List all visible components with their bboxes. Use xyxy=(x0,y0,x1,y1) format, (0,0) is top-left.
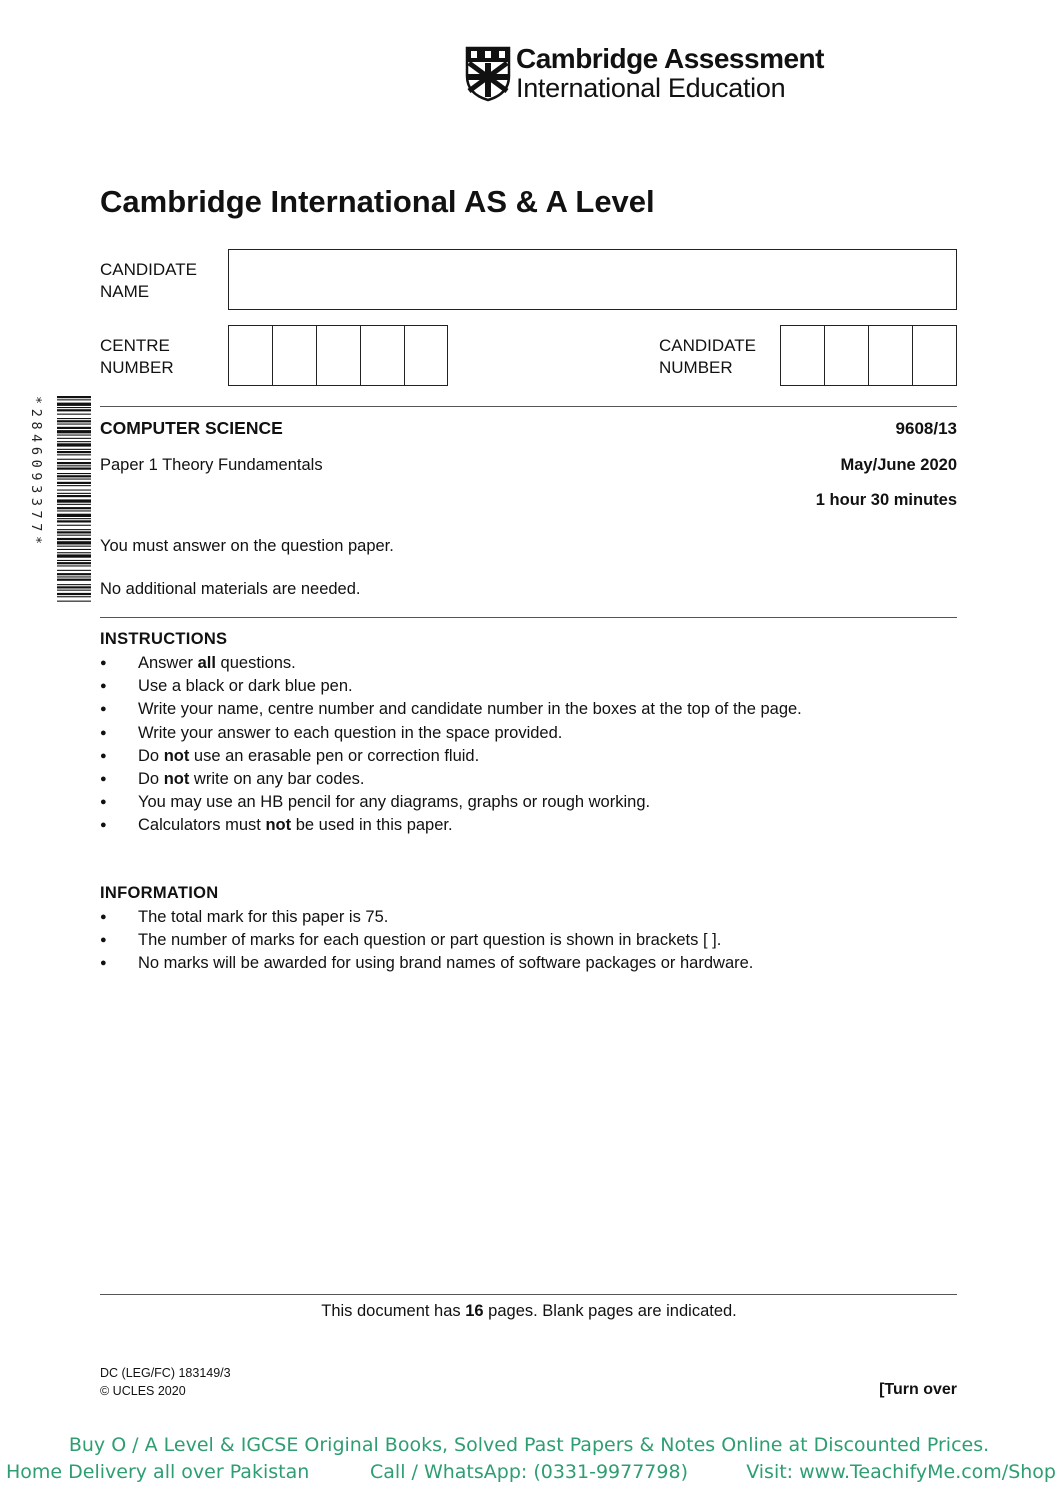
cambridge-logo xyxy=(465,46,511,102)
barcode-bar xyxy=(57,403,91,406)
barcode-bar xyxy=(57,475,91,477)
instructions-list xyxy=(100,652,960,838)
barcode-bar xyxy=(57,435,91,436)
barcode-bar xyxy=(57,546,91,547)
barcode-bar xyxy=(57,531,91,533)
barcode-bar xyxy=(57,420,91,422)
barcode-bar xyxy=(57,562,91,564)
barcode-bar xyxy=(57,593,91,595)
barcode-bar xyxy=(57,560,91,561)
candidate-name-label xyxy=(100,259,197,303)
centre-number-label-line1: CENTRE xyxy=(100,336,170,355)
logo-line-2: International Education xyxy=(516,73,786,103)
barcode-bar xyxy=(57,427,91,429)
centre-number-label xyxy=(100,335,174,379)
logo-line-1: Cambridge Assessment xyxy=(516,43,824,74)
centre-number-digit-box[interactable] xyxy=(317,326,361,385)
barcode-number xyxy=(20,396,54,602)
barcode-bar xyxy=(57,418,91,419)
barcode-digits: *2846093377* xyxy=(28,396,44,549)
barcode-bar xyxy=(57,462,91,464)
instruction-item: ● Do not write on any bar codes. xyxy=(100,768,960,791)
centre-number-label-line2: NUMBER xyxy=(100,358,174,377)
copyright: © UCLES 2020 xyxy=(100,1384,186,1398)
exam-duration: 1 hour 30 minutes xyxy=(815,491,957,509)
barcode-bar xyxy=(57,468,91,470)
barcode-bar xyxy=(57,535,91,536)
pages-note-text: pages. Blank pages are indicated. xyxy=(483,1302,737,1320)
centre-number-digit-box[interactable] xyxy=(405,326,446,385)
barcode-bar xyxy=(57,454,91,455)
barcode-bar xyxy=(57,541,91,544)
barcode-bar xyxy=(57,601,91,602)
barcode-bar xyxy=(57,499,91,502)
answer-note: You must answer on the question paper. xyxy=(100,537,394,555)
barcode-bar xyxy=(57,459,91,460)
ad-delivery: Home Delivery all over Pakistan xyxy=(6,1461,310,1483)
instruction-item: ● Answer all questions. xyxy=(100,652,960,675)
barcode-bar xyxy=(57,396,91,398)
exam-session: May/June 2020 xyxy=(840,456,957,474)
barcode-bar xyxy=(57,490,91,491)
candidate-number-label xyxy=(659,335,756,379)
barcode-bar xyxy=(57,443,91,446)
barcode-bar xyxy=(57,510,91,511)
candidate-number-label-line1: CANDIDATE xyxy=(659,336,756,355)
barcode-bar xyxy=(57,479,91,480)
barcode-bar xyxy=(57,576,91,577)
candidate-name-field[interactable] xyxy=(228,249,957,310)
ad-visit-link[interactable]: Visit: www.TeachifyMe.com/Shop xyxy=(746,1461,1056,1483)
barcode-bar xyxy=(57,449,91,450)
barcode-bar xyxy=(57,514,91,517)
document-reference: DC (LEG/FC) 183149/3 xyxy=(100,1366,231,1380)
barcode-bar xyxy=(57,554,91,557)
barcode-bar xyxy=(57,590,91,591)
centre-number-boxes xyxy=(228,325,448,386)
candidate-number-digit-box[interactable] xyxy=(913,326,955,385)
candidate-number-boxes xyxy=(780,325,957,386)
ad-line-1: Buy O / A Level & IGCSE Original Books, Solved Past Papers & Notes Online at Discounted Prices. xyxy=(68,1434,990,1456)
barcode-bar xyxy=(57,495,91,497)
instruction-item: ● Use a black or dark blue pen. xyxy=(100,675,960,698)
barcode-bar xyxy=(57,504,91,505)
barcode-bar xyxy=(57,579,91,581)
page-title: Cambridge International AS & A Level xyxy=(100,184,655,219)
barcode-bar xyxy=(57,549,91,550)
barcode-bar xyxy=(57,438,91,439)
divider xyxy=(100,406,957,407)
barcode-bar xyxy=(57,573,91,575)
subject-title: COMPUTER SCIENCE xyxy=(100,418,283,438)
barcode-bar xyxy=(57,565,91,566)
barcode-bar xyxy=(57,570,91,571)
information-item: ● No marks will be awarded for using brand names of software packages or hardware. xyxy=(100,952,960,975)
paper-name: Paper 1 Theory Fundamentals xyxy=(100,456,323,474)
barcode-bar xyxy=(57,507,91,509)
instruction-item: ● Do not use an erasable pen or correction fluid. xyxy=(100,745,960,768)
barcode-bar xyxy=(57,586,91,588)
ad-call[interactable]: Call / WhatsApp: (0331-9977798) xyxy=(370,1461,688,1483)
divider xyxy=(100,617,957,618)
candidate-name-label-line1: CANDIDATE xyxy=(100,260,197,279)
turn-over: [Turn over xyxy=(879,1381,957,1398)
instruction-item: ● Write your answer to each question in the space provided. xyxy=(100,722,960,745)
barcode-bar xyxy=(57,441,91,442)
divider xyxy=(100,1294,957,1295)
barcode-bar xyxy=(57,529,91,530)
instructions-heading: INSTRUCTIONS xyxy=(100,630,228,648)
barcode-bar xyxy=(57,465,91,466)
barcode-bar xyxy=(57,473,91,474)
barcode-bar xyxy=(57,414,91,415)
candidate-number-label-line2: NUMBER xyxy=(659,358,733,377)
barcode-bar xyxy=(57,482,91,484)
barcode-bar xyxy=(57,493,91,494)
barcode-bar xyxy=(57,538,91,540)
candidate-number-digit-box[interactable] xyxy=(825,326,869,385)
barcode-bar xyxy=(57,409,91,411)
barcode-bar xyxy=(57,451,91,453)
barcode-bar xyxy=(57,407,91,408)
paper-code: 9608/13 xyxy=(895,419,957,438)
cambridge-shield-icon xyxy=(465,46,511,102)
barcode-bar xyxy=(57,520,91,522)
pages-note xyxy=(0,1302,1058,1321)
centre-number-digit-box[interactable] xyxy=(229,326,273,385)
barcode-bar xyxy=(57,518,91,519)
page-count: 16 xyxy=(465,1302,484,1320)
barcode-bar xyxy=(57,552,91,553)
logo-wordmark xyxy=(516,45,824,102)
instruction-item: ● Write your name, centre number and candidate number in the boxes at the top of the page. xyxy=(100,698,960,721)
instruction-item: ● Calculators must not be used in this paper. xyxy=(100,814,960,837)
barcode-bar xyxy=(57,596,91,597)
barcode-bar xyxy=(57,430,91,433)
pages-note-text: This document has xyxy=(321,1302,466,1320)
candidate-name-label-line2: NAME xyxy=(100,282,150,301)
instruction-item: ● You may use an HB pencil for any diagrams, graphs or rough working. xyxy=(100,791,960,814)
information-item: ● The number of marks for each question or part question is shown in brackets [ ]. xyxy=(100,929,960,952)
materials-note: No additional materials are needed. xyxy=(100,580,361,598)
candidate-number-digit-box[interactable] xyxy=(869,326,913,385)
barcode-bar xyxy=(57,399,91,400)
barcode-bar xyxy=(57,525,91,526)
information-heading: INFORMATION xyxy=(100,884,219,902)
candidate-number-digit-box[interactable] xyxy=(781,326,825,385)
barcode-bar xyxy=(57,485,91,486)
information-item: ● The total mark for this paper is 75. xyxy=(100,906,960,929)
centre-number-digit-box[interactable] xyxy=(273,326,317,385)
centre-number-digit-box[interactable] xyxy=(361,326,405,385)
information-list xyxy=(100,906,960,976)
barcode-bar xyxy=(57,424,91,425)
barcode-bar xyxy=(57,584,91,585)
